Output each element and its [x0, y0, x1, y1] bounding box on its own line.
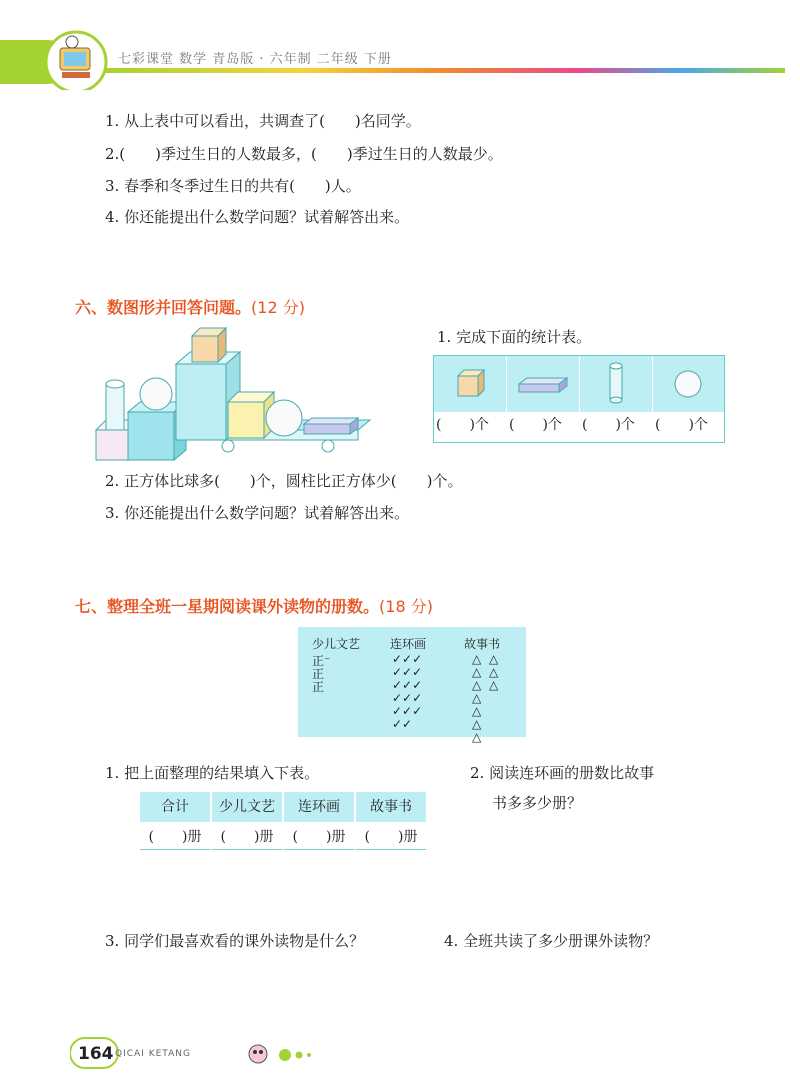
shapes-illustration — [88, 322, 378, 476]
section-7-q4: 4. 全班共读了多少册课外读物？ — [444, 932, 659, 950]
stats-blank-cube: ( )个 — [436, 417, 489, 433]
cube-icon — [434, 356, 506, 412]
footer-brand: QICAI KETANG — [115, 1049, 191, 1059]
section-7-q2-line2: 书多多少册？ — [492, 794, 583, 812]
section-7-title — [75, 594, 433, 617]
section-6-title — [75, 295, 305, 318]
section-6-title-text: 六、数图形并回答问题。 — [75, 298, 252, 317]
section-7-score: (18 分) — [379, 597, 433, 616]
fill-cell-literature: ( )册 — [212, 825, 282, 850]
tally-box — [298, 627, 526, 744]
question-top-2: 2.( )季过生日的人数最多，( )季过生日的人数最少。 — [105, 145, 503, 163]
fill-header-comics: 连环画 — [284, 792, 354, 822]
fill-cell-comics: ( )册 — [284, 825, 354, 850]
question-top-3: 3. 春季和冬季过生日的共有( )人。 — [105, 177, 361, 195]
tally-marks-stories-a: △ △ △ △ △ △ △ — [472, 652, 482, 744]
stats-header-sphere — [653, 356, 724, 412]
sphere-icon — [653, 356, 724, 412]
question-top-1: 1. 从上表中可以看出，共调查了( )名同学。 — [105, 112, 421, 130]
fill-header-stories: 故事书 — [356, 792, 426, 822]
tally-header-comics: 连环画 — [390, 637, 427, 651]
stats-header-cube — [434, 356, 507, 412]
section-6-q2: 2. 正方体比球多( )个，圆柱比正方体少( )个。 — [105, 472, 463, 490]
section-7-q2-line1: 2. 阅读连环画的册数比故事 — [470, 764, 655, 782]
fill-cell-total: ( )册 — [140, 825, 210, 850]
cuboid-icon — [507, 356, 579, 412]
tally-header-literature: 少儿文艺 — [312, 637, 361, 651]
cylinder-icon — [580, 356, 652, 412]
section-7-title-text: 七、整理全班一星期阅读课外读物的册数。 — [75, 597, 380, 616]
header-title: 七彩课堂 数学 青岛版 · 六年制 二年级 下册 — [118, 52, 392, 67]
question-top-4: 4. 你还能提出什么数学问题？试着解答出来。 — [105, 208, 410, 226]
header-graphic — [0, 0, 800, 90]
stats-header-cuboid — [507, 356, 580, 412]
fill-table — [140, 792, 426, 854]
tally-header-stories: 故事书 — [464, 637, 501, 651]
fill-header-total: 合计 — [140, 792, 210, 822]
section-7-q1: 1. 把上面整理的结果填入下表。 — [105, 764, 320, 782]
section-6-score: (12 分) — [251, 298, 305, 317]
header-bar — [0, 0, 800, 90]
fill-header-literature: 少儿文艺 — [212, 792, 282, 822]
page-number: 164 — [78, 1044, 114, 1064]
tally-marks-stories-b: △ △ △ — [489, 652, 499, 692]
stats-blank-cuboid: ( )个 — [509, 417, 562, 433]
tally-marks-literature: 正⁻ 正 正 — [312, 654, 331, 694]
fill-cell-stories: ( )册 — [356, 825, 426, 850]
section-6-q3: 3. 你还能提出什么数学问题？试着解答出来。 — [105, 504, 410, 522]
tally-marks-comics: ✓✓✓ ✓✓✓ ✓✓✓ ✓✓✓ ✓✓✓ ✓✓ — [392, 652, 423, 731]
section-6-q1: 1. 完成下面的统计表。 — [437, 328, 592, 346]
stats-header-cylinder — [580, 356, 653, 412]
shapes-drawing — [88, 322, 378, 472]
section-7-q3: 3. 同学们最喜欢看的课外读物是什么？ — [105, 932, 365, 950]
stats-blank-cylinder: ( )个 — [582, 417, 635, 433]
stats-blank-sphere: ( )个 — [655, 417, 708, 433]
stats-table — [433, 355, 725, 443]
